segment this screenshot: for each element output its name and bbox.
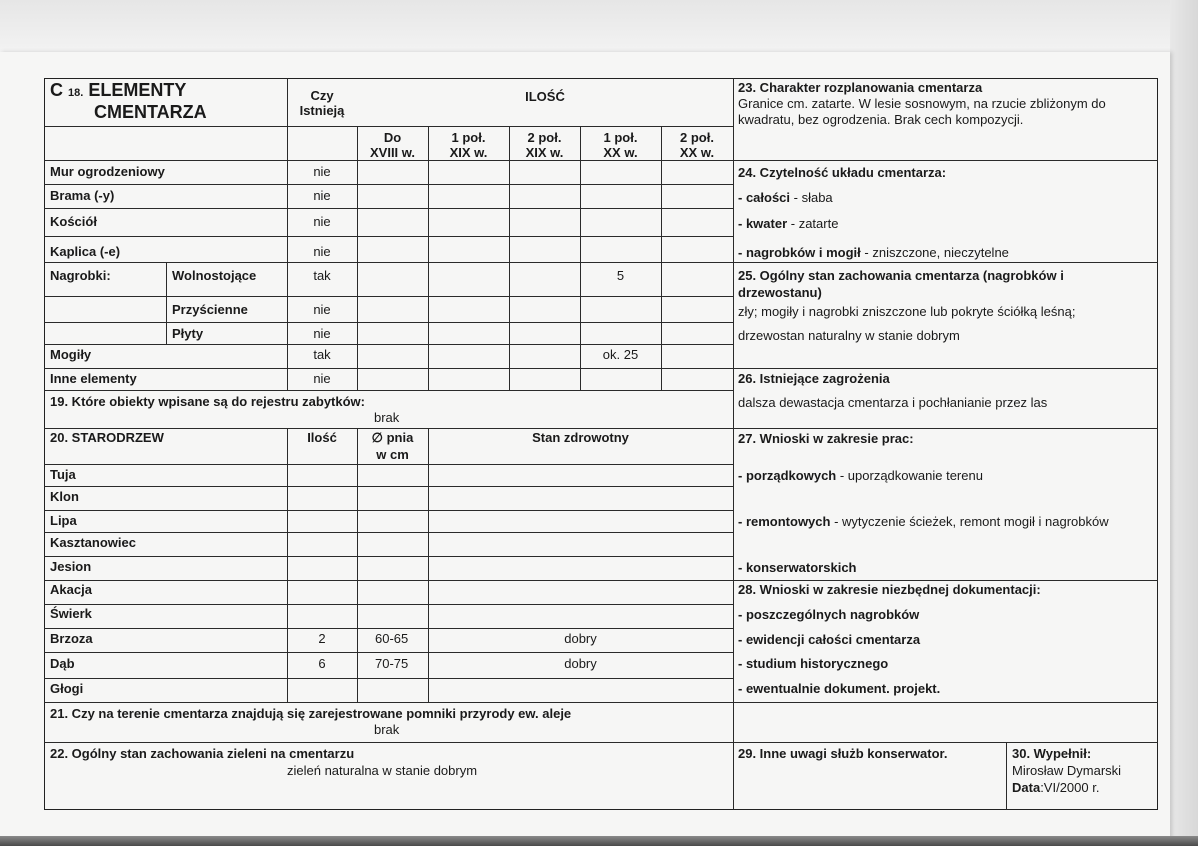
documentation-item: - studium historycznego <box>738 656 889 671</box>
period-header-l1: 1 poł. <box>603 130 638 145</box>
tree-row-health: dobry <box>564 631 597 646</box>
work-conclusion-item <box>738 514 1109 529</box>
text-fragment: Data <box>1012 780 1041 795</box>
tree-row-health: dobry <box>564 656 597 671</box>
element-row-name: Kościół <box>50 214 97 229</box>
threats-value: dalsza dewastacja cmentarza i pochłanianie przez las <box>738 395 1048 410</box>
tree-health-header: Stan zdrowotny <box>532 430 629 445</box>
period-header-l1: 2 poł. <box>527 130 562 145</box>
text-fragment: - zniszczone, nieczytelne <box>860 245 1009 260</box>
element-row-exists: nie <box>313 244 331 259</box>
work-conclusions-title: 27. Wnioski w zakresie prac: <box>738 431 914 446</box>
element-row-name: Mogiły <box>50 347 92 362</box>
element-row-name: Nagrobki: <box>50 268 111 283</box>
tree-diam-header-l1: ∅ pnia <box>371 430 414 445</box>
work-conclusion-item <box>738 560 857 575</box>
legibility-title: 24. Czytelność układu cmentarza: <box>738 165 947 180</box>
element-row-exists: nie <box>313 164 331 179</box>
scan-right-edge <box>1170 0 1198 846</box>
element-row-value: 5 <box>616 268 625 283</box>
tree-row-name: Klon <box>50 489 79 504</box>
period-header-l2: XX w. <box>679 145 715 160</box>
legibility-item <box>738 190 833 205</box>
text-fragment: - wytyczenie ścieżek, remont mogił i nagrobków <box>830 514 1109 529</box>
text-fragment: ELEMENTY <box>88 80 187 100</box>
tree-row-name: Akacja <box>50 582 92 597</box>
text-fragment: - całości <box>738 190 791 205</box>
element-row-sub: Wolnostojące <box>172 268 257 283</box>
tree-row-name: Tuja <box>50 467 76 482</box>
tree-row-name: Dąb <box>50 656 75 671</box>
element-row-exists: tak <box>313 347 331 362</box>
layout-character-line1: Granice cm. zatarte. W lesie sosnowym, na rzucie zbliżonym do <box>738 96 1106 111</box>
filled-date <box>1012 780 1099 795</box>
tree-row-diam: 70-75 <box>375 656 409 671</box>
conservator-notes-title: 29. Inne uwagi służb konserwator. <box>738 746 948 761</box>
general-state-line2: drzewostan naturalny w stanie dobrym <box>738 328 960 343</box>
section-c-title-line1 <box>50 80 186 103</box>
element-row-exists: nie <box>313 188 331 203</box>
element-row-exists: nie <box>313 302 331 317</box>
tree-row-name: Brzoza <box>50 631 93 646</box>
element-row-exists: nie <box>313 326 331 341</box>
period-header-l1: Do <box>383 130 402 145</box>
nature-monuments-question: 21. Czy na terenie cmentarza znajdują się zarejestrowane pomniki przyrody ew. aleje <box>50 706 572 721</box>
text-fragment: C <box>50 80 63 100</box>
tree-row-qty: 6 <box>318 656 326 671</box>
tree-row-name: Lipa <box>50 513 77 528</box>
layout-character-title: 23. Charakter rozplanowania cmentarza <box>738 80 983 95</box>
documentation-item: - ewidencji całości cmentarza <box>738 632 921 647</box>
period-header-l2: XIX w. <box>449 145 488 160</box>
scan-top-strip <box>0 0 1198 58</box>
element-row-name: Kaplica (-e) <box>50 244 121 259</box>
registry-question: 19. Które obiekty wpisane są do rejestru zabytków: <box>50 394 365 409</box>
tree-row-name: Jesion <box>50 559 92 574</box>
tree-row-name: Świerk <box>50 606 92 621</box>
documentation-item: - poszczególnych nagrobków <box>738 607 920 622</box>
period-header-l1: 2 poł. <box>680 130 714 145</box>
documentation-item: - ewentualnie dokument. projekt. <box>738 681 941 696</box>
element-row-exists: nie <box>313 214 331 229</box>
element-row-name: Inne elementy <box>50 371 137 386</box>
text-fragment: - remontowych <box>738 514 831 529</box>
documentation-title: 28. Wnioski w zakresie niezbędnej dokumentacji: <box>738 582 1041 597</box>
element-row-sub: Przyścienne <box>172 302 248 317</box>
scan-bottom-shadow <box>0 836 1198 846</box>
text-fragment: - uporządkowanie terenu <box>836 468 983 483</box>
text-fragment: - porządkowych <box>738 468 837 483</box>
general-state-title-l1: 25. Ogólny stan zachowania cmentarza (nagrobków i <box>738 268 1064 283</box>
text-fragment: - kwater <box>738 216 788 231</box>
general-state-line1: zły; mogiły i nagrobki zniszczone lub pokryte ściółką leśną; <box>738 304 1076 319</box>
filled-by-name: Mirosław Dymarski <box>1012 763 1122 778</box>
period-header-l2: XVIII w. <box>369 145 416 160</box>
element-row-exists: tak <box>313 268 331 283</box>
registry-answer: brak <box>374 410 400 425</box>
text-fragment: 18. <box>68 87 84 99</box>
element-row-name: Mur ogrodzeniowy <box>50 164 165 179</box>
legibility-item <box>738 216 838 231</box>
tree-diam-header-l2: w cm <box>376 447 409 462</box>
period-header-l2: XX w. <box>603 145 638 160</box>
text-fragment: - konserwatorskich <box>738 560 857 575</box>
tree-row-name: Głogi <box>50 681 84 696</box>
exists-header-line1: Czy <box>310 88 334 103</box>
tree-row-name: Kasztanowiec <box>50 535 136 550</box>
threats-title: 26. Istniejące zagrożenia <box>738 371 890 386</box>
tree-row-diam: 60-65 <box>375 631 409 646</box>
text-fragment: - zatarte <box>787 216 839 231</box>
section-c-title-line2: CMENTARZA <box>94 102 207 122</box>
text-fragment: :VI/2000 r. <box>1040 780 1100 795</box>
greenery-state-answer: zieleń naturalna w stanie dobrym <box>287 763 478 778</box>
greenery-state-question: 22. Ogólny stan zachowania zieleni na cmentarzu <box>50 746 355 761</box>
text-fragment: - nagrobków i mogił <box>738 245 861 260</box>
layout-character-line2: kwadratu, bez ogrodzenia. Brak cech kompozycji. <box>738 112 1024 127</box>
element-row-sub: Płyty <box>172 326 204 341</box>
general-state-title-l2: drzewostanu) <box>738 285 822 300</box>
element-row-value: ok. 25 <box>602 347 639 362</box>
exists-header-line2: Istnieją <box>299 103 345 118</box>
tree-qty-header: Ilość <box>307 430 337 445</box>
text-fragment: - słaba <box>790 190 833 205</box>
old-trees-title: 20. STARODRZEW <box>50 430 164 445</box>
element-row-exists: nie <box>313 371 331 386</box>
tree-row-qty: 2 <box>318 631 326 646</box>
period-header-l2: XIX w. <box>525 145 564 160</box>
period-header-l1: 1 poł. <box>451 130 486 145</box>
work-conclusion-item <box>738 468 983 483</box>
legibility-item <box>738 245 1009 260</box>
quantity-header: ILOŚĆ <box>525 89 565 104</box>
element-row-name: Brama (-y) <box>50 188 115 203</box>
nature-monuments-answer: brak <box>374 722 400 737</box>
filled-by-label: 30. Wypełnił: <box>1012 746 1092 761</box>
